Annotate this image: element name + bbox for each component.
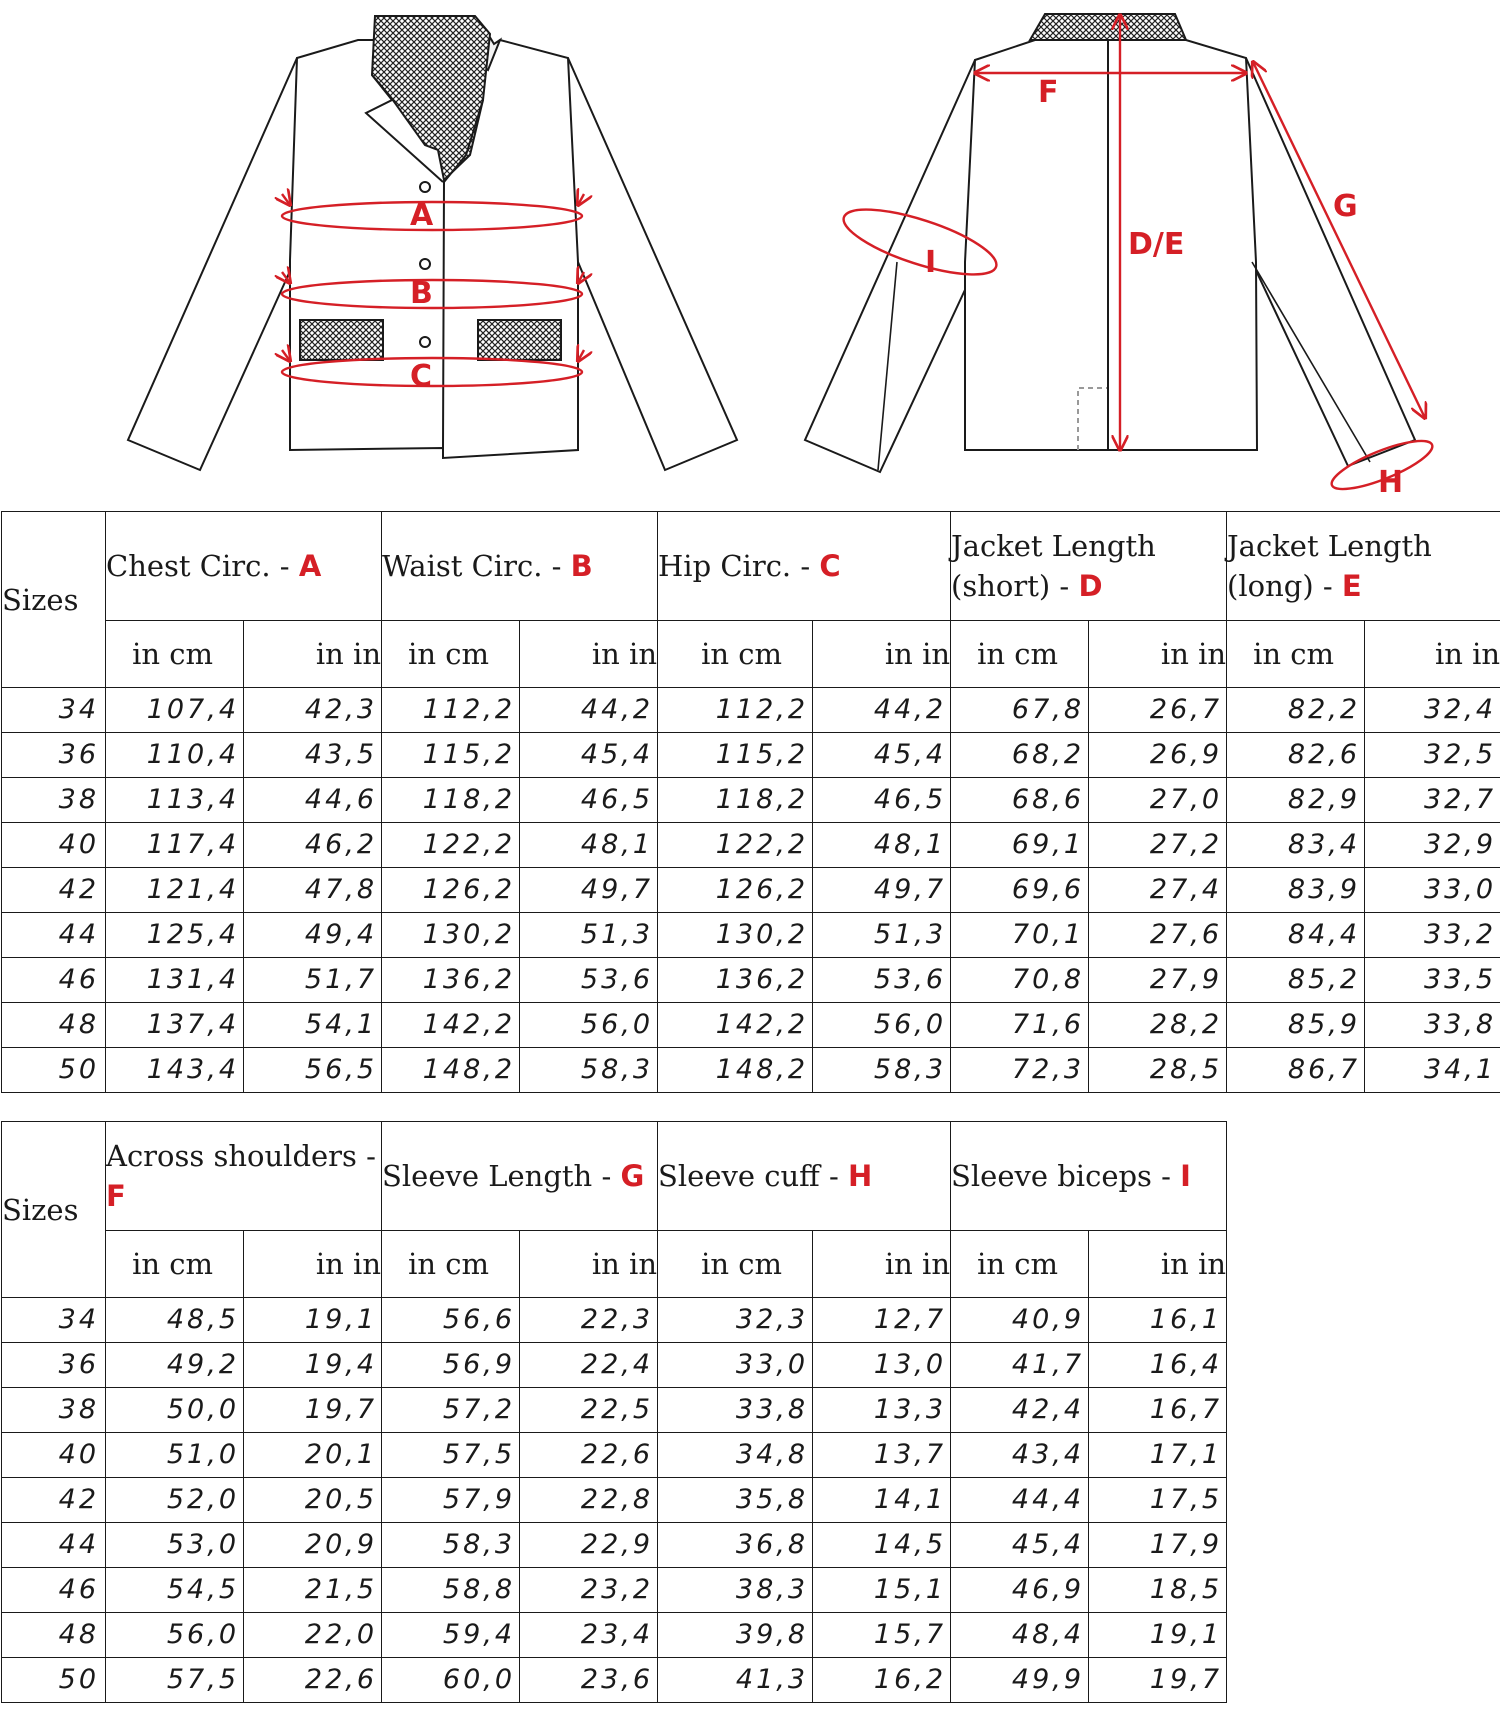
value-cell: 32,9 <box>1365 823 1500 868</box>
value-cell: 16,1 <box>1089 1298 1227 1343</box>
column-group-hip: Hip Circ. - C <box>658 512 951 621</box>
value-cell: 19,1 <box>1089 1613 1227 1658</box>
value-cell: 17,9 <box>1089 1523 1227 1568</box>
value-cell: 33,2 <box>1365 913 1500 958</box>
unit-header: in cm <box>382 1231 520 1298</box>
value-cell: 41,7 <box>951 1343 1089 1388</box>
table-row <box>2 913 1500 958</box>
value-cell: 44,2 <box>813 688 951 733</box>
value-cell: 115,2 <box>382 733 520 778</box>
value-cell: 34,8 <box>658 1433 813 1478</box>
value-cell: 57,5 <box>106 1658 244 1703</box>
value-cell: 20,9 <box>244 1523 382 1568</box>
value-cell: 33,0 <box>1365 868 1500 913</box>
table-row <box>2 1523 1227 1568</box>
value-cell: 20,1 <box>244 1433 382 1478</box>
size-cell: 44 <box>2 913 106 958</box>
value-cell: 142,2 <box>658 1003 813 1048</box>
table-row <box>2 1388 1227 1433</box>
size-cell: 36 <box>2 733 106 778</box>
value-cell: 26,7 <box>1089 688 1227 733</box>
unit-header: in in <box>1365 621 1500 688</box>
column-group-jacket-length-long: Jacket Length (long) - E <box>1227 512 1500 621</box>
value-cell: 22,3 <box>520 1298 658 1343</box>
value-cell: 82,2 <box>1227 688 1365 733</box>
value-cell: 53,0 <box>106 1523 244 1568</box>
table-row <box>2 1613 1227 1658</box>
value-cell: 42,3 <box>244 688 382 733</box>
value-cell: 39,8 <box>658 1613 813 1658</box>
value-cell: 130,2 <box>658 913 813 958</box>
unit-header: in in <box>244 621 382 688</box>
value-cell: 117,4 <box>106 823 244 868</box>
table-row <box>2 1343 1227 1388</box>
value-cell: 113,4 <box>106 778 244 823</box>
label-h: H <box>1378 465 1404 500</box>
value-cell: 13,7 <box>813 1433 951 1478</box>
size-cell: 38 <box>2 1388 106 1433</box>
value-cell: 126,2 <box>382 868 520 913</box>
table-row <box>2 1568 1227 1613</box>
unit-header: in in <box>813 621 951 688</box>
value-cell: 60,0 <box>382 1658 520 1703</box>
value-cell: 45,4 <box>951 1523 1089 1568</box>
table-row <box>2 778 1500 823</box>
value-cell: 32,3 <box>658 1298 813 1343</box>
value-cell: 51,3 <box>520 913 658 958</box>
value-cell: 42,4 <box>951 1388 1089 1433</box>
column-group-sleeve-cuff: Sleeve cuff - H <box>658 1122 951 1231</box>
size-cell: 40 <box>2 1433 106 1478</box>
value-cell: 52,0 <box>106 1478 244 1523</box>
value-cell: 27,2 <box>1089 823 1227 868</box>
value-cell: 83,4 <box>1227 823 1365 868</box>
value-cell: 58,3 <box>813 1048 951 1093</box>
table-row <box>2 733 1500 778</box>
label-b: B <box>410 276 433 311</box>
value-cell: 48,1 <box>520 823 658 868</box>
value-cell: 58,3 <box>382 1523 520 1568</box>
value-cell: 57,2 <box>382 1388 520 1433</box>
value-cell: 54,5 <box>106 1568 244 1613</box>
value-cell: 18,5 <box>1089 1568 1227 1613</box>
value-cell: 26,9 <box>1089 733 1227 778</box>
value-cell: 21,5 <box>244 1568 382 1613</box>
unit-header: in cm <box>1227 621 1365 688</box>
column-group-waist: Waist Circ. - B <box>382 512 658 621</box>
value-cell: 12,7 <box>813 1298 951 1343</box>
value-cell: 83,9 <box>1227 868 1365 913</box>
value-cell: 22,6 <box>520 1433 658 1478</box>
value-cell: 45,4 <box>813 733 951 778</box>
unit-header: in in <box>244 1231 382 1298</box>
column-group-jacket-length-short: Jacket Length (short) - D <box>951 512 1227 621</box>
value-cell: 122,2 <box>658 823 813 868</box>
value-cell: 59,4 <box>382 1613 520 1658</box>
value-cell: 115,2 <box>658 733 813 778</box>
value-cell: 56,0 <box>813 1003 951 1048</box>
sizes-header: Sizes <box>2 1122 106 1298</box>
value-cell: 13,3 <box>813 1388 951 1433</box>
value-cell: 22,5 <box>520 1388 658 1433</box>
value-cell: 72,3 <box>951 1048 1089 1093</box>
value-cell: 32,7 <box>1365 778 1500 823</box>
value-cell: 27,0 <box>1089 778 1227 823</box>
value-cell: 50,0 <box>106 1388 244 1433</box>
value-cell: 22,4 <box>520 1343 658 1388</box>
table-row <box>2 1658 1227 1703</box>
value-cell: 27,9 <box>1089 958 1227 1003</box>
size-cell: 48 <box>2 1003 106 1048</box>
value-cell: 27,4 <box>1089 868 1227 913</box>
value-cell: 54,1 <box>244 1003 382 1048</box>
value-cell: 143,4 <box>106 1048 244 1093</box>
value-cell: 16,7 <box>1089 1388 1227 1433</box>
value-cell: 148,2 <box>658 1048 813 1093</box>
value-cell: 84,4 <box>1227 913 1365 958</box>
value-cell: 131,4 <box>106 958 244 1003</box>
value-cell: 17,5 <box>1089 1478 1227 1523</box>
table-row <box>2 1433 1227 1478</box>
value-cell: 22,0 <box>244 1613 382 1658</box>
size-cell: 42 <box>2 868 106 913</box>
value-cell: 22,8 <box>520 1478 658 1523</box>
value-cell: 49,7 <box>813 868 951 913</box>
value-cell: 36,8 <box>658 1523 813 1568</box>
value-cell: 40,9 <box>951 1298 1089 1343</box>
value-cell: 17,1 <box>1089 1433 1227 1478</box>
value-cell: 32,5 <box>1365 733 1500 778</box>
value-cell: 57,9 <box>382 1478 520 1523</box>
label-i: I <box>925 245 937 280</box>
size-cell: 34 <box>2 688 106 733</box>
label-g: G <box>1333 189 1358 224</box>
unit-header: in in <box>520 1231 658 1298</box>
value-cell: 46,5 <box>520 778 658 823</box>
value-cell: 70,1 <box>951 913 1089 958</box>
value-cell: 136,2 <box>382 958 520 1003</box>
value-cell: 126,2 <box>658 868 813 913</box>
unit-header: in cm <box>951 1231 1089 1298</box>
value-cell: 118,2 <box>382 778 520 823</box>
value-cell: 48,4 <box>951 1613 1089 1658</box>
value-cell: 56,5 <box>244 1048 382 1093</box>
value-cell: 19,1 <box>244 1298 382 1343</box>
value-cell: 51,0 <box>106 1433 244 1478</box>
value-cell: 41,3 <box>658 1658 813 1703</box>
value-cell: 69,6 <box>951 868 1089 913</box>
label-de: D/E <box>1128 227 1185 262</box>
column-group-across-shoulders: Across shoulders - F <box>106 1122 382 1231</box>
value-cell: 47,8 <box>244 868 382 913</box>
value-cell: 58,3 <box>520 1048 658 1093</box>
value-cell: 107,4 <box>106 688 244 733</box>
value-cell: 85,9 <box>1227 1003 1365 1048</box>
value-cell: 67,8 <box>951 688 1089 733</box>
value-cell: 33,5 <box>1365 958 1500 1003</box>
value-cell: 34,1 <box>1365 1048 1500 1093</box>
value-cell: 15,1 <box>813 1568 951 1613</box>
table-row <box>2 1478 1227 1523</box>
value-cell: 56,6 <box>382 1298 520 1343</box>
size-cell: 40 <box>2 823 106 868</box>
value-cell: 69,1 <box>951 823 1089 868</box>
unit-header: in cm <box>951 621 1089 688</box>
unit-header: in in <box>1089 621 1227 688</box>
column-group-sleeve-biceps: Sleeve biceps - I <box>951 1122 1227 1231</box>
size-table-garment-measurements <box>1 1121 1227 1703</box>
size-cell: 50 <box>2 1658 106 1703</box>
value-cell: 23,6 <box>520 1658 658 1703</box>
size-cell: 48 <box>2 1613 106 1658</box>
value-cell: 130,2 <box>382 913 520 958</box>
value-cell: 125,4 <box>106 913 244 958</box>
value-cell: 82,9 <box>1227 778 1365 823</box>
value-cell: 35,8 <box>658 1478 813 1523</box>
value-cell: 19,4 <box>244 1343 382 1388</box>
label-f: F <box>1038 75 1059 110</box>
value-cell: 27,6 <box>1089 913 1227 958</box>
table-body <box>2 688 1500 1093</box>
value-cell: 58,8 <box>382 1568 520 1613</box>
value-cell: 53,6 <box>813 958 951 1003</box>
value-cell: 46,2 <box>244 823 382 868</box>
unit-header: in cm <box>106 621 244 688</box>
value-cell: 118,2 <box>658 778 813 823</box>
unit-header: in cm <box>658 621 813 688</box>
value-cell: 22,6 <box>244 1658 382 1703</box>
label-a: A <box>410 198 434 233</box>
size-cell: 50 <box>2 1048 106 1093</box>
column-group-sleeve-length: Sleeve Length - G <box>382 1122 658 1231</box>
table-body <box>2 1298 1227 1703</box>
value-cell: 49,2 <box>106 1343 244 1388</box>
value-cell: 51,7 <box>244 958 382 1003</box>
value-cell: 14,1 <box>813 1478 951 1523</box>
unit-header: in cm <box>382 621 520 688</box>
value-cell: 56,0 <box>520 1003 658 1048</box>
unit-header: in in <box>813 1231 951 1298</box>
size-cell: 46 <box>2 958 106 1003</box>
value-cell: 19,7 <box>1089 1658 1227 1703</box>
value-cell: 45,4 <box>520 733 658 778</box>
value-cell: 32,4 <box>1365 688 1500 733</box>
value-cell: 68,6 <box>951 778 1089 823</box>
value-cell: 44,6 <box>244 778 382 823</box>
value-cell: 28,2 <box>1089 1003 1227 1048</box>
value-cell: 22,9 <box>520 1523 658 1568</box>
value-cell: 23,4 <box>520 1613 658 1658</box>
value-cell: 112,2 <box>382 688 520 733</box>
value-cell: 121,4 <box>106 868 244 913</box>
value-cell: 46,9 <box>951 1568 1089 1613</box>
value-cell: 68,2 <box>951 733 1089 778</box>
value-cell: 110,4 <box>106 733 244 778</box>
value-cell: 33,0 <box>658 1343 813 1388</box>
value-cell: 122,2 <box>382 823 520 868</box>
value-cell: 49,7 <box>520 868 658 913</box>
value-cell: 49,9 <box>951 1658 1089 1703</box>
sizes-header: Sizes <box>2 512 106 688</box>
value-cell: 56,0 <box>106 1613 244 1658</box>
value-cell: 44,2 <box>520 688 658 733</box>
value-cell: 136,2 <box>658 958 813 1003</box>
value-cell: 112,2 <box>658 688 813 733</box>
jacket-front-drawing <box>128 16 737 470</box>
value-cell: 51,3 <box>813 913 951 958</box>
value-cell: 48,5 <box>106 1298 244 1343</box>
value-cell: 70,8 <box>951 958 1089 1003</box>
size-table-body-measurements <box>1 511 1500 1093</box>
table-row <box>2 958 1500 1003</box>
value-cell: 13,0 <box>813 1343 951 1388</box>
table-row <box>2 688 1500 733</box>
column-group-chest: Chest Circ. - A <box>106 512 382 621</box>
value-cell: 28,5 <box>1089 1048 1227 1093</box>
value-cell: 85,2 <box>1227 958 1365 1003</box>
value-cell: 57,5 <box>382 1433 520 1478</box>
value-cell: 56,9 <box>382 1343 520 1388</box>
value-cell: 20,5 <box>244 1478 382 1523</box>
size-cell: 36 <box>2 1343 106 1388</box>
value-cell: 49,4 <box>244 913 382 958</box>
value-cell: 53,6 <box>520 958 658 1003</box>
value-cell: 16,2 <box>813 1658 951 1703</box>
size-cell: 34 <box>2 1298 106 1343</box>
value-cell: 148,2 <box>382 1048 520 1093</box>
size-cell: 46 <box>2 1568 106 1613</box>
table-row <box>2 1298 1227 1343</box>
jacket-measurement-diagram <box>0 0 1500 505</box>
unit-header: in cm <box>658 1231 813 1298</box>
value-cell: 16,4 <box>1089 1343 1227 1388</box>
jacket-back-drawing <box>805 14 1415 472</box>
value-cell: 43,5 <box>244 733 382 778</box>
value-cell: 23,2 <box>520 1568 658 1613</box>
table-row <box>2 1003 1500 1048</box>
value-cell: 48,1 <box>813 823 951 868</box>
unit-header: in cm <box>106 1231 244 1298</box>
table-row <box>2 823 1500 868</box>
value-cell: 46,5 <box>813 778 951 823</box>
value-cell: 43,4 <box>951 1433 1089 1478</box>
value-cell: 71,6 <box>951 1003 1089 1048</box>
value-cell: 38,3 <box>658 1568 813 1613</box>
value-cell: 15,7 <box>813 1613 951 1658</box>
size-cell: 42 <box>2 1478 106 1523</box>
table-row <box>2 868 1500 913</box>
value-cell: 86,7 <box>1227 1048 1365 1093</box>
value-cell: 19,7 <box>244 1388 382 1433</box>
label-c: C <box>410 359 433 394</box>
value-cell: 33,8 <box>658 1388 813 1433</box>
unit-header: in in <box>1089 1231 1227 1298</box>
value-cell: 44,4 <box>951 1478 1089 1523</box>
unit-header: in in <box>520 621 658 688</box>
table-row <box>2 1048 1500 1093</box>
value-cell: 142,2 <box>382 1003 520 1048</box>
value-cell: 137,4 <box>106 1003 244 1048</box>
value-cell: 82,6 <box>1227 733 1365 778</box>
size-cell: 38 <box>2 778 106 823</box>
value-cell: 33,8 <box>1365 1003 1500 1048</box>
value-cell: 14,5 <box>813 1523 951 1568</box>
size-cell: 44 <box>2 1523 106 1568</box>
